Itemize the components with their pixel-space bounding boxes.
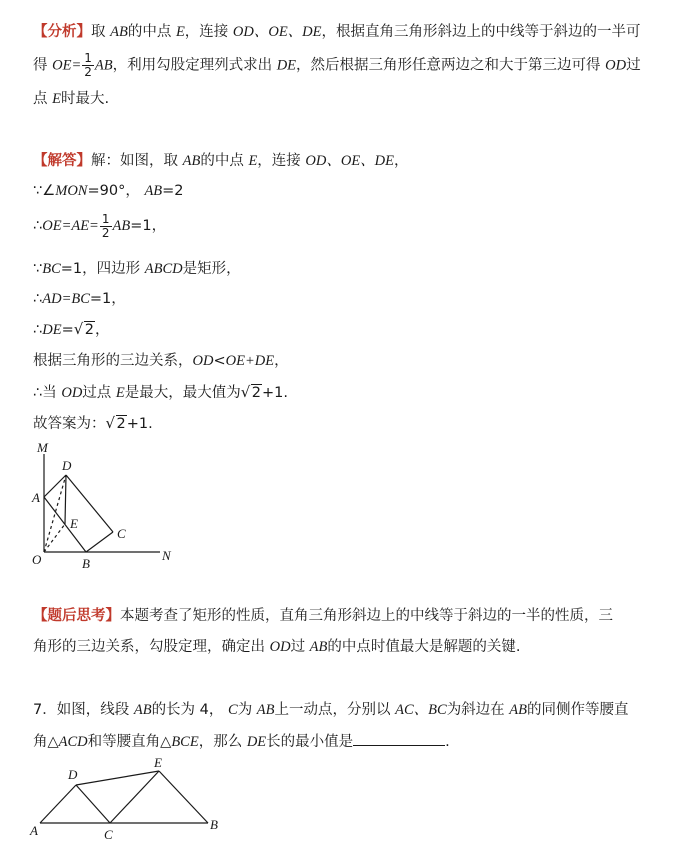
analysis-line-2: 得 OE= $\frac{1}{2}$ AB，利用勾股定理列式求出 DE，然后根据三角形任意两边之和大于第三边可得 OD过	[33, 51, 641, 79]
solution-line-7: 根据三角形的三边关系，OD<OE+DE，	[33, 353, 289, 369]
solution-line-4: ∵BC=1，四边形 ABCD是矩形，	[33, 261, 241, 277]
label-D: D	[62, 458, 72, 473]
label-B: B	[210, 817, 218, 832]
reflection-tag: 【题后思考】	[33, 608, 120, 624]
analysis-tag: 【分析】	[33, 24, 91, 40]
label-B: B	[82, 556, 90, 571]
figure-2-isosceles-triangles	[28, 755, 228, 845]
segment-bc	[86, 532, 113, 552]
fraction-half: $\frac{1}{2}$	[84, 51, 92, 79]
segment-de	[65, 475, 66, 524]
solution-line-3: ∴OE=AE= $\frac{1}{2}$ AB=1，	[33, 211, 167, 240]
problem7-line-2: 角△ACD和等腰直角△BCE，那么 DE长的最小值是 .	[33, 731, 450, 752]
solution-line-2: ∵∠MON=90°， AB=2	[33, 183, 184, 199]
solution-line-8: ∴当 OD过点 E是最大，最大值为√ 2+1.	[33, 383, 288, 403]
problem7-line-1: 7．如图，线段 AB的长为 4， C为 AB上一动点，分别以 AC、BC为斜边在 AB的同侧作等腰直	[33, 702, 629, 718]
solution-line-6: ∴DE=√ 2，	[33, 320, 109, 340]
segment-ce	[110, 771, 159, 823]
segment-oe	[44, 524, 65, 552]
segment-dc	[76, 785, 110, 823]
label-E: E	[70, 516, 78, 531]
label-M: M	[37, 440, 48, 455]
label-A: A	[30, 823, 38, 838]
sqrt-symbol: √ 2	[106, 414, 127, 434]
label-O: O	[32, 552, 42, 567]
answer-blank[interactable]	[353, 731, 445, 746]
segment-de	[76, 771, 159, 785]
solution-line-1: 【解答】解：如图，取 AB的中点 E，连接 OD、OE、DE，	[33, 153, 409, 169]
label-N: N	[162, 548, 171, 563]
analysis-line-3: 点 E时最大.	[33, 91, 110, 107]
solution-tag: 【解答】	[33, 153, 91, 169]
label-D: D	[68, 767, 78, 782]
reflection-line-1: 【题后思考】本题考查了矩形的性质，直角三角形斜边上的中线等于斜边的一半的性质，三	[33, 608, 613, 624]
figure-1-rectangle-diagram	[28, 440, 198, 580]
fraction-half-2: $\frac{1}{2}$	[101, 211, 110, 240]
solution-line-9: 故答案为：√ 2+1.	[33, 414, 153, 434]
reflection-line-2: 角形的三边关系，勾股定理，确定出 OD过 AB的中点时值最大是解题的关键.	[33, 639, 521, 655]
label-C: C	[104, 827, 113, 842]
solution-line-5: ∴AD=BC=1，	[33, 291, 126, 307]
label-C: C	[117, 526, 126, 541]
sqrt-symbol: √ 2	[241, 383, 262, 403]
label-A: A	[32, 490, 40, 505]
segment-ad	[40, 785, 76, 823]
label-E: E	[154, 755, 162, 770]
sqrt-symbol: √ 2	[74, 320, 95, 340]
segment-eb	[159, 771, 208, 823]
analysis-line-1: 【分析】取 AB的中点 E，连接 OD、OE、DE，根据直角三角形斜边上的中线等于斜边的一半可	[33, 24, 641, 40]
